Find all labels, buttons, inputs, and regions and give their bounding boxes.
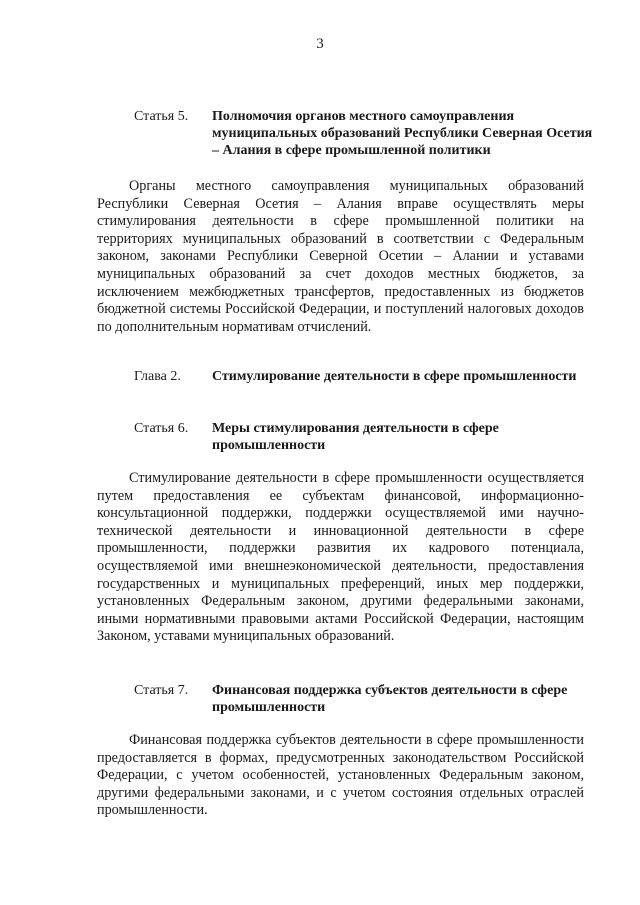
article-6-heading	[134, 420, 594, 454]
article-6-number: Статья 6.	[134, 421, 189, 436]
article-7-number: Статья 7.	[134, 683, 189, 698]
article-5-body: Органы местного самоуправления муниципальных образований Республики Северная Осетия – Алания вправе осуществлять меры стимулирования деятельности в сфере промышленной политики на территориях муниципальных образований в соответствии с Федеральным законом, законами Республики Северной Осетии – Алании и уставами муниципальных образований за счет доходов местных бюджетов, за исключением межбюджетных трансфертов, предоставленных из бюджетов бюджетной системы Российской Федерации, и поступлений налоговых доходов по дополнительным нормативам отчислений.	[97, 178, 584, 335]
article-5-number: Статья 5.	[134, 109, 189, 124]
article-7-title: Финансовая поддержка субъектов деятельности в сфере промышленности	[212, 683, 568, 715]
article-7-body: Финансовая поддержка субъектов деятельности в сфере промышленности предоставляется в формах, предусмотренных законодательством Российской Федерации, с учетом особенностей, установленных Федеральным законом, другими федеральными законами, и с учетом состояния отдельных отраслей промышленности.	[97, 732, 584, 819]
chapter-2-heading	[134, 368, 594, 385]
page-number: 3	[316, 36, 324, 52]
article-6-title: Меры стимулирования деятельности в сфере промышленности	[212, 421, 499, 453]
article-5-heading	[134, 108, 594, 159]
chapter-2-number: Глава 2.	[134, 369, 181, 384]
article-7-heading	[134, 682, 594, 716]
article-6-body: Стимулирование деятельности в сфере промышленности осуществляется путем предоставления ее субъектам финансовой, информационно-консультационной поддержки, поддержки осуществляемой ими научно-технической деятельности и инновационной деятельности в сфере промышленности, поддержки развития их кадрового потенциала, осуществляемой ими внешнеэкономической деятельности, предоставления государственных и муниципальных преференций, иных мер поддержки, установленных Федеральным законом, другими федеральными законами, иными нормативными правовыми актами Российской Федерации, настоящим Законом, уставами муниципальных образований.	[97, 470, 584, 645]
chapter-2-title: Стимулирование деятельности в сфере промышленности	[212, 369, 577, 384]
article-5-title: Полномочия органов местного самоуправления муниципальных образований Республики Северная Осетия – Алания в сфере промышленной политики	[212, 109, 593, 158]
